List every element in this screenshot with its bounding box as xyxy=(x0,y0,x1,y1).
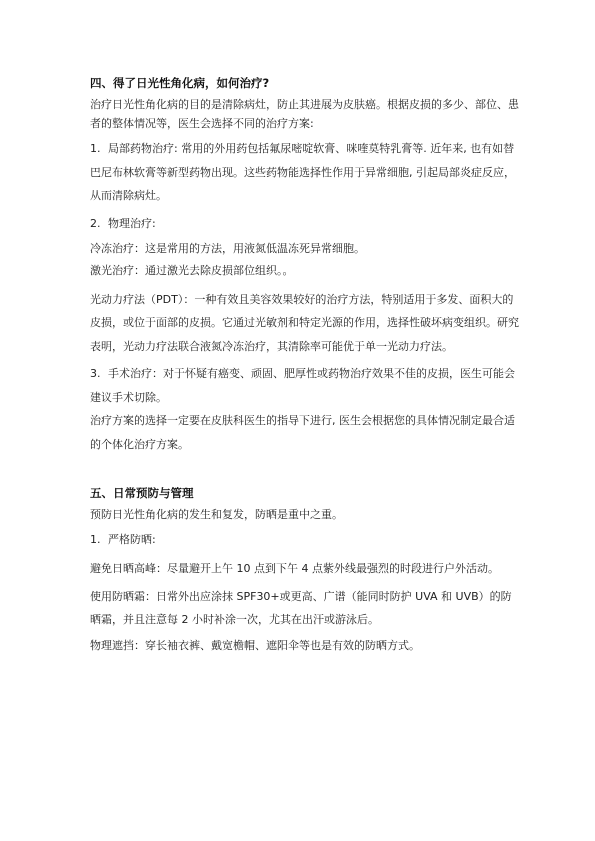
list-number: 3. xyxy=(90,367,101,380)
section-4-item-1 xyxy=(90,137,520,208)
cryo-therapy-paragraph: 冷冻治疗：这是常用的方法，用液氮低温冻死异常细胞。 xyxy=(90,241,365,255)
list-number: 1. xyxy=(90,142,101,155)
item-2-label: 物理治疗: xyxy=(108,216,156,230)
section-5-title: 五、日常预防与管理 xyxy=(90,486,194,500)
section-4-item-3 xyxy=(90,362,520,409)
laser-therapy-paragraph: 激光治疗：通过激光去除皮损部位组织。。 xyxy=(90,263,294,277)
item-1-label: 严格防晒: xyxy=(108,533,156,546)
item-1-text: 局部药物治疗: 常用的外用药包括氟尿嘧啶软膏、咪喹莫特乳膏等. 近年来, 也有如替巴尼布林软膏等新型药物出现。这些药物能选择性作用于异常细胞, 引起局部炎症反应，从而清除病灶。 xyxy=(90,142,515,202)
document-body xyxy=(90,74,520,655)
avoid-peak-paragraph: 避免日晒高峰：尽量避开上午 10 点到下午 4 点紫外线最强烈的时段进行户外活动。 xyxy=(90,562,499,575)
physical-shield-paragraph: 物理遮挡：穿长袖衣裤、戴宽檐帽、遮阳伞等也是有效的防晒方式。 xyxy=(90,638,420,652)
list-number: 1. xyxy=(90,533,101,546)
item-3-text: 手术治疗：对于怀疑有癌变、顽固、肥厚性或药物治疗效果不佳的皮损，医生可能会建议手术切除。 xyxy=(90,367,515,404)
section-4-intro: 治疗日光性角化病的目的是清除病灶，防止其进展为皮肤癌。根据皮损的多少、部位、患者的整体情况等，医生会选择不同的治疗方案: xyxy=(90,98,519,130)
sunscreen-paragraph: 使用防晒霜：日常外出应涂抹 SPF30+或更高、广谱（能同时防护 UVA 和 UVB）的防晒霜，并且注意每 2 小时补涂一次，尤其在出汗或游泳后。 xyxy=(90,589,512,626)
list-number: 2. xyxy=(90,216,101,230)
section-4-closing: 治疗方案的选择一定要在皮肤科医生的指导下进行, 医生会根据您的具体情况制定最合适的个体化治疗方案。 xyxy=(90,414,515,451)
section-4-item-2 xyxy=(90,214,520,233)
pdt-paragraph: 光动力疗法（PDT）：一种有效且美容效果较好的治疗方法，特别适用于多发、面积大的皮损，或位于面部的皮损。它通过光敏剂和特定光源的作用，选择性破坏病变组织。研究表明，光动力疗法联合液氮冷冻治疗，其清除率可能优于单一光动力疗法。 xyxy=(90,292,519,353)
section-5-intro: 预防日光性角化病的发生和复发，防晒是重中之重。 xyxy=(90,508,343,521)
section-5-item-1 xyxy=(90,530,520,549)
section-4-title: 四、得了日光性角化病，如何治疗? xyxy=(90,76,270,90)
